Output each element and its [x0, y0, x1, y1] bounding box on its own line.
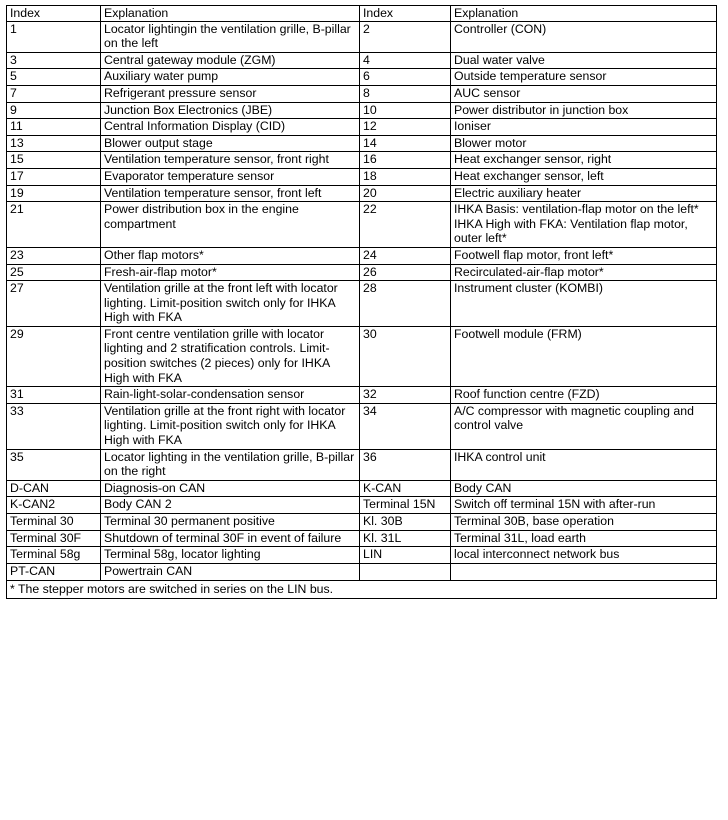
index-cell-left: Terminal 30 [7, 514, 101, 531]
index-cell-right: Kl. 31L [360, 530, 451, 547]
explanation-cell-left: Blower output stage [101, 135, 360, 152]
table-row [7, 69, 717, 86]
index-cell-left: 7 [7, 85, 101, 102]
explanation-cell-right: Footwell module (FRM) [451, 326, 717, 386]
index-cell-right: 32 [360, 387, 451, 404]
index-cell-left: 9 [7, 102, 101, 119]
index-cell-right: 36 [360, 449, 451, 480]
index-cell-right: Terminal 15N [360, 497, 451, 514]
explanation-cell-left: Evaporator temperature sensor [101, 168, 360, 185]
index-cell-right: 34 [360, 403, 451, 449]
table-row [7, 530, 717, 547]
table-row [7, 102, 717, 119]
explanation-cell-right: IHKA Basis: ventilation-flap motor on the left* IHKA High with FKA: Ventilation flap motor, outer left* [451, 202, 717, 248]
table-row [7, 449, 717, 480]
table-row [7, 52, 717, 69]
index-cell-left: 27 [7, 281, 101, 327]
explanation-cell-left: Central Information Display (CID) [101, 119, 360, 136]
table-row [7, 135, 717, 152]
table-row [7, 547, 717, 564]
index-cell-left: PT-CAN [7, 563, 101, 580]
explanation-cell-left: Ventilation temperature sensor, front right [101, 152, 360, 169]
explanation-cell-right: local interconnect network bus [451, 547, 717, 564]
index-cell-right: LIN [360, 547, 451, 564]
table-row [7, 85, 717, 102]
explanation-cell-left: Shutdown of terminal 30F in event of failure [101, 530, 360, 547]
index-cell-right: 28 [360, 281, 451, 327]
table-row [7, 202, 717, 248]
header-index-right: Index [360, 6, 451, 22]
table-row [7, 326, 717, 386]
table-row [7, 168, 717, 185]
explanation-cell-left: Refrigerant pressure sensor [101, 85, 360, 102]
explanation-cell-right: Terminal 31L, load earth [451, 530, 717, 547]
explanation-cell-left: Front centre ventilation grille with locator lighting and 2 stratification controls. Limit-position switches (2 pieces) only for IHKA High with FKA [101, 326, 360, 386]
footnote-row [7, 580, 717, 599]
table-row [7, 480, 717, 497]
explanation-cell-left: Rain-light-solar-condensation sensor [101, 387, 360, 404]
header-row [7, 6, 717, 22]
index-cell-left: 15 [7, 152, 101, 169]
index-cell-left: 3 [7, 52, 101, 69]
legend-table [6, 5, 717, 599]
explanation-cell-left: Auxiliary water pump [101, 69, 360, 86]
explanation-cell-right: Heat exchanger sensor, right [451, 152, 717, 169]
index-cell-right: 26 [360, 264, 451, 281]
explanation-cell-left: Terminal 30 permanent positive [101, 514, 360, 531]
explanation-cell-right: Terminal 30B, base operation [451, 514, 717, 531]
index-cell-right: Kl. 30B [360, 514, 451, 531]
index-cell-left: Terminal 58g [7, 547, 101, 564]
index-cell-left: 23 [7, 247, 101, 264]
explanation-cell-left: Powertrain CAN [101, 563, 360, 580]
table-row [7, 21, 717, 52]
index-cell-left: 5 [7, 69, 101, 86]
explanation-cell-right: IHKA control unit [451, 449, 717, 480]
footnote: * The stepper motors are switched in series on the LIN bus. [7, 580, 717, 599]
index-cell-right: K-CAN [360, 480, 451, 497]
table-row [7, 281, 717, 327]
index-cell-left: K-CAN2 [7, 497, 101, 514]
index-cell-right: 14 [360, 135, 451, 152]
index-cell-left: 33 [7, 403, 101, 449]
index-cell-left: 25 [7, 264, 101, 281]
explanation-cell-right: Blower motor [451, 135, 717, 152]
index-cell-left: 35 [7, 449, 101, 480]
header-explanation-left: Explanation [101, 6, 360, 22]
index-cell-right: 16 [360, 152, 451, 169]
explanation-cell-right: Dual water valve [451, 52, 717, 69]
index-cell-right: 6 [360, 69, 451, 86]
index-cell-right [360, 563, 451, 580]
index-cell-left: 21 [7, 202, 101, 248]
explanation-cell-left: Locator lighting in the ventilation grille, B-pillar on the right [101, 449, 360, 480]
table-row [7, 563, 717, 580]
index-cell-left: 13 [7, 135, 101, 152]
index-cell-left: 17 [7, 168, 101, 185]
index-cell-right: 22 [360, 202, 451, 248]
table-row [7, 264, 717, 281]
explanation-cell-left: Locator lightingin the ventilation grille, B-pillar on the left [101, 21, 360, 52]
index-cell-right: 2 [360, 21, 451, 52]
table-row [7, 497, 717, 514]
explanation-cell-left: Body CAN 2 [101, 497, 360, 514]
explanation-cell-right: AUC sensor [451, 85, 717, 102]
table-row [7, 387, 717, 404]
legend-table-container [6, 5, 716, 599]
index-cell-right: 30 [360, 326, 451, 386]
explanation-cell-right: Switch off terminal 15N with after-run [451, 497, 717, 514]
explanation-cell-left: Diagnosis-on CAN [101, 480, 360, 497]
header-index-left: Index [7, 6, 101, 22]
explanation-cell-right: Heat exchanger sensor, left [451, 168, 717, 185]
explanation-cell-right: Recirculated-air-flap motor* [451, 264, 717, 281]
index-cell-right: 10 [360, 102, 451, 119]
explanation-cell-left: Ventilation grille at the front left with locator lighting. Limit-position switch only for IHKA High with FKA [101, 281, 360, 327]
explanation-cell-right: Instrument cluster (KOMBI) [451, 281, 717, 327]
explanation-cell-right: Body CAN [451, 480, 717, 497]
index-cell-left: 1 [7, 21, 101, 52]
explanation-cell-right: Electric auxiliary heater [451, 185, 717, 202]
index-cell-right: 8 [360, 85, 451, 102]
explanation-cell-right: Power distributor in junction box [451, 102, 717, 119]
header-explanation-right: Explanation [451, 6, 717, 22]
explanation-cell-left: Terminal 58g, locator lighting [101, 547, 360, 564]
table-row [7, 514, 717, 531]
index-cell-right: 4 [360, 52, 451, 69]
index-cell-right: 24 [360, 247, 451, 264]
explanation-cell-left: Ventilation temperature sensor, front left [101, 185, 360, 202]
explanation-cell-right: A/C compressor with magnetic coupling and control valve [451, 403, 717, 449]
explanation-cell-right: Footwell flap motor, front left* [451, 247, 717, 264]
index-cell-right: 18 [360, 168, 451, 185]
explanation-cell-right: Controller (CON) [451, 21, 717, 52]
explanation-cell-left: Ventilation grille at the front right with locator lighting. Limit-position switch only for IHKA High with FKA [101, 403, 360, 449]
index-cell-left: 11 [7, 119, 101, 136]
table-row [7, 119, 717, 136]
index-cell-left: Terminal 30F [7, 530, 101, 547]
index-cell-left: 29 [7, 326, 101, 386]
explanation-cell-left: Other flap motors* [101, 247, 360, 264]
explanation-cell-right [451, 563, 717, 580]
explanation-cell-right: Roof function centre (FZD) [451, 387, 717, 404]
explanation-cell-left: Central gateway module (ZGM) [101, 52, 360, 69]
index-cell-right: 20 [360, 185, 451, 202]
explanation-cell-left: Fresh-air-flap motor* [101, 264, 360, 281]
explanation-cell-left: Power distribution box in the engine compartment [101, 202, 360, 248]
explanation-cell-right: Ioniser [451, 119, 717, 136]
index-cell-left: 19 [7, 185, 101, 202]
index-cell-left: 31 [7, 387, 101, 404]
legend-body [7, 21, 717, 580]
explanation-cell-right: Outside temperature sensor [451, 69, 717, 86]
table-row [7, 403, 717, 449]
table-row [7, 185, 717, 202]
table-row [7, 152, 717, 169]
explanation-cell-left: Junction Box Electronics (JBE) [101, 102, 360, 119]
table-row [7, 247, 717, 264]
index-cell-right: 12 [360, 119, 451, 136]
index-cell-left: D-CAN [7, 480, 101, 497]
